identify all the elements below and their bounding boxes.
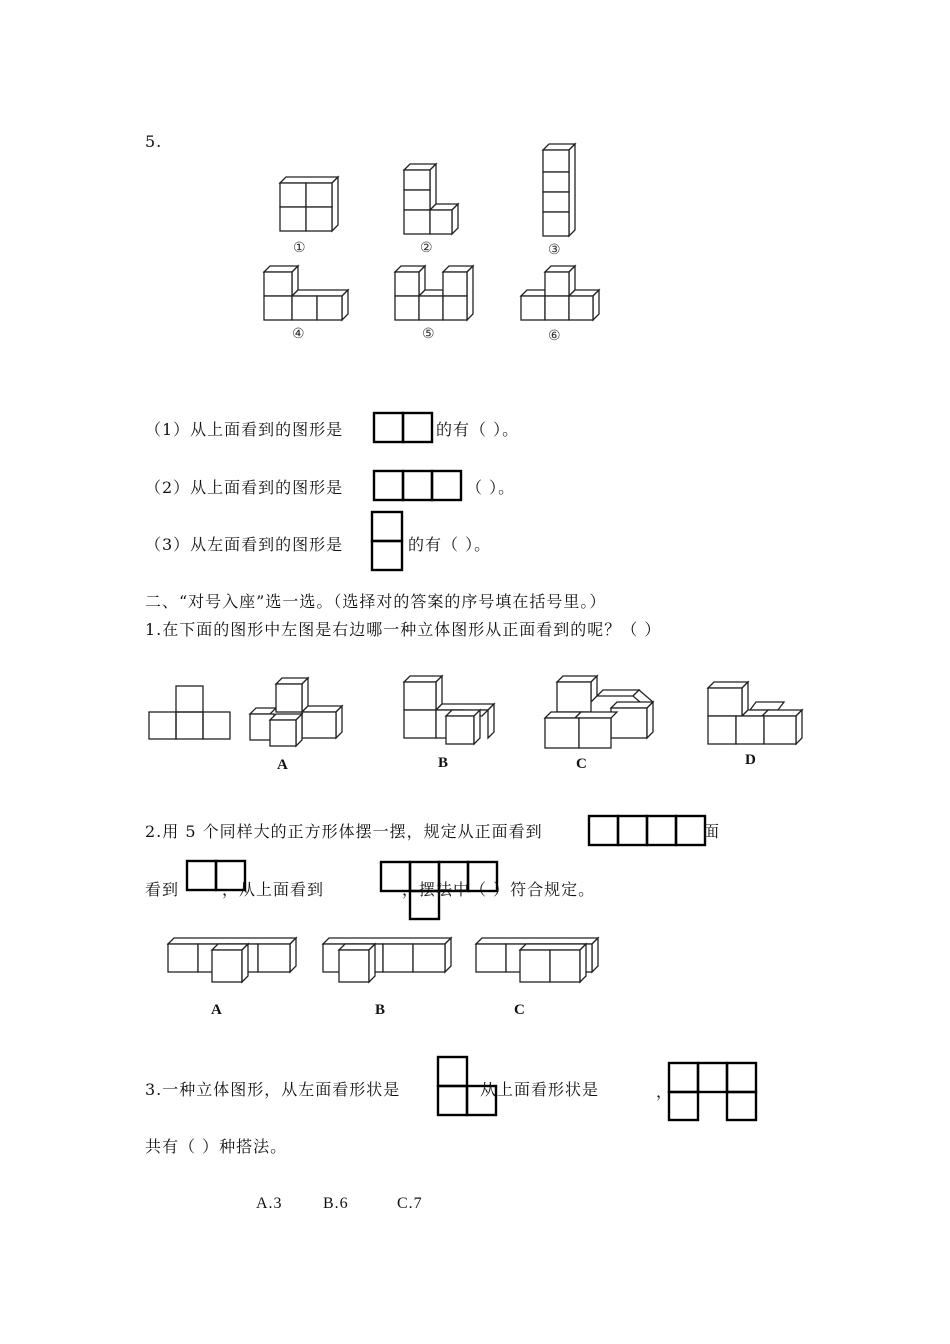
- left-view-two-stacked-squares: [371, 511, 404, 571]
- question-3-line1-prefix: 3.一种立体图形，从左面看形状是: [145, 1080, 401, 1099]
- cube-figure-6: [515, 264, 605, 324]
- front-view-shape: [148, 684, 232, 742]
- q2-option-c-cubes: [474, 936, 602, 986]
- cube-figure-1: [270, 175, 350, 235]
- option-b-cubes: [402, 674, 498, 746]
- q2-option-b-cubes: [321, 936, 455, 986]
- question-2-line1-suffix: 面: [703, 822, 721, 841]
- question-3-line1-mid: 从上面看形状是: [480, 1080, 600, 1099]
- option-a-cubes: [246, 676, 348, 748]
- q1-prefix: （1）从上面看到的图形是: [145, 420, 344, 439]
- top-view-pi-shape: [668, 1062, 758, 1122]
- figure-label-4: ④: [292, 326, 305, 342]
- cube-figure-3: [537, 140, 581, 238]
- top-view-three-squares: [373, 470, 462, 502]
- q2-option-c-label[interactable]: C: [514, 1002, 525, 1018]
- q2-option-a-label[interactable]: A: [211, 1002, 222, 1018]
- choice-c[interactable]: C.7: [397, 1195, 423, 1212]
- q2-option-a-cubes: [166, 936, 300, 986]
- option-b-label[interactable]: B: [438, 755, 449, 771]
- section-heading: 二、“对号入座”选一选。（选择对的答案的序号填在括号里。）: [145, 592, 607, 611]
- option-d-cubes: [704, 678, 808, 748]
- q2-suffix: （ ）。: [466, 478, 516, 497]
- question-2-line2-a: 看到: [145, 880, 180, 899]
- figure-label-3: ③: [548, 242, 561, 258]
- figure-label-5: ⑤: [422, 326, 435, 342]
- option-c-cubes: [543, 672, 657, 750]
- question-2-line2-c: ，摆法中（ ）符合规定。: [402, 880, 596, 899]
- q2-prefix: （2）从上面看到的图形是: [145, 478, 344, 497]
- question-3-line2: 共有（ ）种搭法。: [145, 1137, 288, 1156]
- figure-label-2: ②: [420, 240, 433, 256]
- question-1-text: 1.在下面的图形中左图是右边哪一种立体图形从正面看到的呢？（ ）: [145, 620, 662, 639]
- cube-figure-2: [398, 160, 468, 236]
- choice-a[interactable]: A.3: [256, 1195, 283, 1212]
- front-view-four-squares: [588, 815, 706, 847]
- q3-prefix: （3）从左面看到的图形是: [145, 535, 344, 554]
- question-number: 5.: [145, 132, 163, 151]
- option-a-label[interactable]: A: [277, 757, 288, 773]
- question-2-line1-prefix: 2.用 5 个同样大的正方形体摆一摆，规定从正面看到: [145, 822, 543, 841]
- question-3-comma: ，: [656, 1082, 674, 1101]
- q1-suffix: 的有（ ）。: [436, 420, 520, 439]
- figure-label-1: ①: [293, 240, 306, 256]
- figure-label-6: ⑥: [548, 328, 561, 344]
- question-2-line2-b: ，从上面看到: [222, 880, 325, 899]
- choice-b[interactable]: B.6: [323, 1195, 349, 1212]
- cube-figure-4: [258, 264, 352, 324]
- option-c-label[interactable]: C: [576, 756, 587, 772]
- q2-option-b-label[interactable]: B: [375, 1002, 386, 1018]
- top-view-two-squares: [373, 412, 433, 444]
- cube-figure-5: [389, 264, 479, 324]
- option-d-label[interactable]: D: [745, 752, 756, 768]
- q3-suffix: 的有（ ）。: [408, 535, 492, 554]
